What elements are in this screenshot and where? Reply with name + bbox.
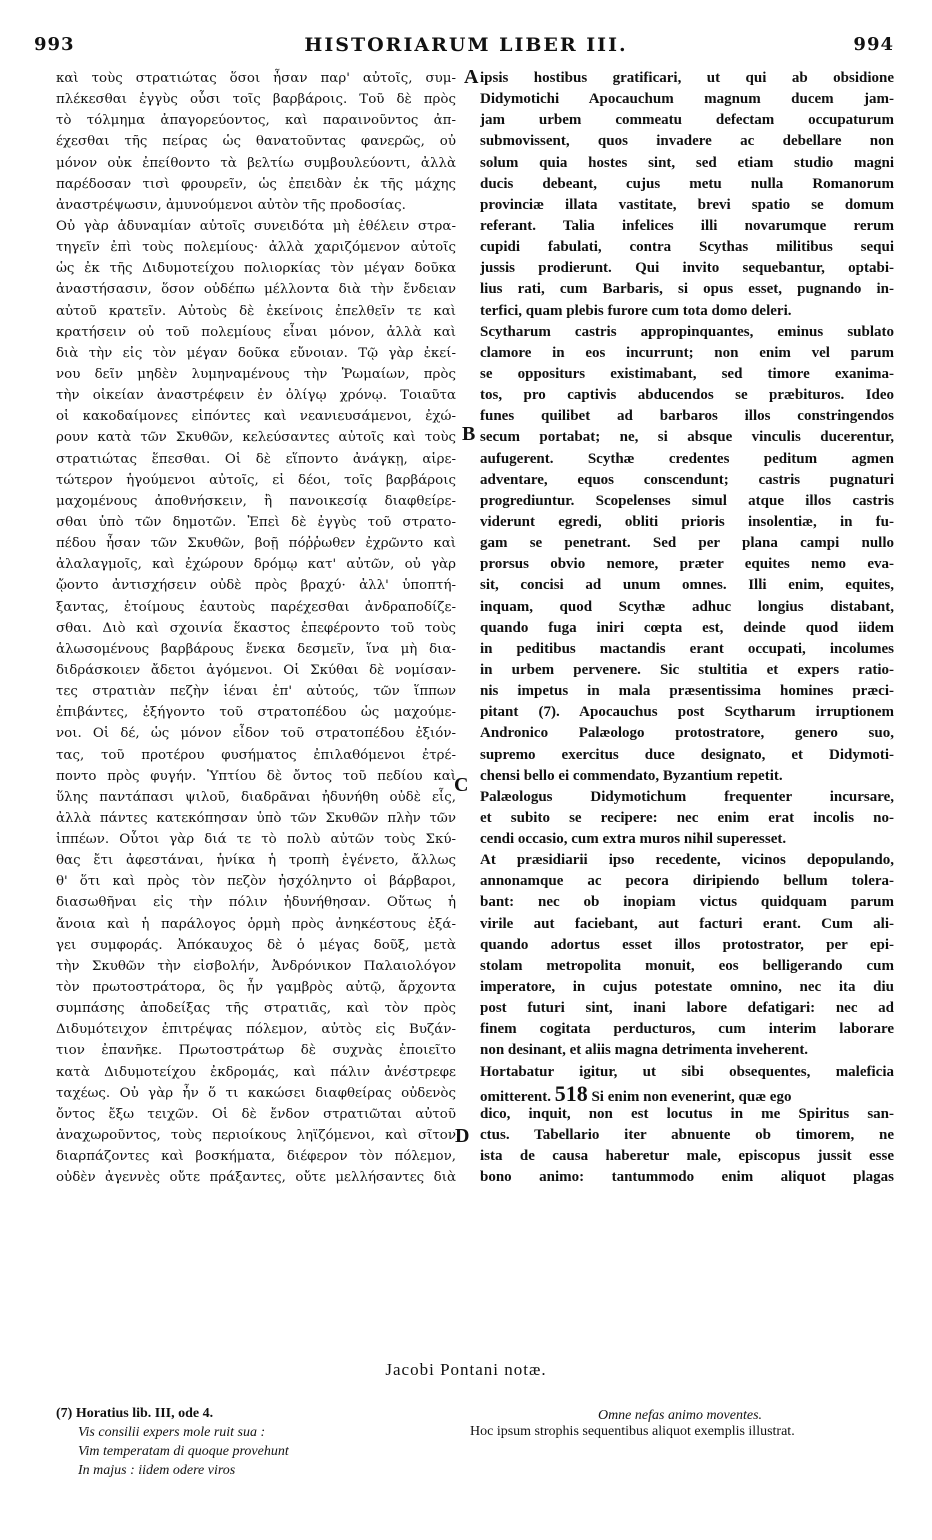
text-line: τιον ἐπανῆκε. Πρωτοστράτωρ δὲ συχνὰς ἐποιεῖτο <box>56 1043 456 1059</box>
footnote-verse: Omne nefas animo moventes. <box>597 1408 763 1423</box>
text-line: έχεσθαι τῆς πείρας ὡς θανατοῦντας φανερῶς, οὐ <box>56 134 456 150</box>
text-line: ὡς ἐκ τῆς Διδυμοτείχου πολιορκίας τὸν μέγαν δοῦκα <box>56 261 456 277</box>
text-line: ἀλαλαγμοῖς, καὶ ἐχώρουν δρόμῳ κατ' αὐτῶν, οὐ γὰρ <box>56 557 456 573</box>
footnote-verse: In majus : iidem odere viros <box>78 1463 236 1478</box>
text-line: Οὐ γὰρ ἀδυναμίαν αὐτοῖς συνειδότα μὴ ἐθέλειν στρα- <box>56 218 456 234</box>
text-line: et subito se recipere: nec enim erat incolis no- <box>480 809 894 826</box>
text-line: stolam metropolita monuit, eos belligerando cum <box>480 957 894 974</box>
text-line: post futuri sint, inani labore defatigari: nec ad <box>480 1000 894 1017</box>
text-line: ipsis hostibus gratificari, ut qui ab obsidione <box>480 70 894 86</box>
text-line: αὐτοῦ κρατεῖν. Αὐτοὺς δὲ ἐκείνοις ἐπελθεῖν τε καὶ <box>56 303 456 319</box>
text-line: διαρπάζοντες καὶ βοσκήματα, διέφερον τὸν πόλεμον, <box>56 1149 456 1165</box>
text-line: τηγεῖν ἐπὶ τοὺς πολεμίους· ἀλλὰ χαριζόμενον αὐτοῖς <box>56 240 456 256</box>
text-line: τὴν Σκυθῶν τὴν εἰσβολήν, Ἀνδρόνικον Παλαιολόγον <box>56 958 456 974</box>
margin-letter-a: A <box>464 66 479 88</box>
text-line: ᾤοντο ἀντισχήσειν οὐδὲ πρὸς βραχύ· ἀλλ' ὑποπτή- <box>56 578 456 594</box>
text-line: bant: nec ob inopiam victus quidquam parum <box>480 894 894 911</box>
footnote-verse: Vim temperatam di quoque provehunt <box>78 1444 289 1459</box>
text-line: sit, concisi ad unum omnes. Illi enim, equites, <box>480 577 894 594</box>
text-line: τὸ τόλμημα ἀπαγορεύοντος, καὶ παραινοῦντος ἀπ- <box>56 113 456 129</box>
text-line: lius rati, cum Barbaris, si opus esset, pugnando in- <box>480 281 894 298</box>
text-line: Andronico Palæologo protostratore, genero suo, <box>480 725 894 742</box>
text-line: ποντο πρὸς φυγήν. Ὑπτίου δὲ ὄντος τοῦ πεδίου καὶ <box>56 768 456 784</box>
text-line: jam urbem commeatu defectam occupaturum <box>480 112 894 129</box>
text-line: νοι. Οἱ δέ, ὡς μόνον εἶδον τοῦ στρατοπέδου ἐξιόν- <box>56 726 456 742</box>
text-line: θ' ὅτι καὶ πρὸς τὸν πεζὸν ἠσχόληντο οἱ βάρβαροι, <box>56 874 456 890</box>
text-line: in peditibus mactandis erant occupati, incolumes <box>480 640 894 657</box>
margin-letter-d: D <box>455 1125 470 1147</box>
running-title: HISTORIARUM LIBER III. <box>304 34 628 56</box>
text-line: πέδου ἦσαν τῶν Σκυθῶν, βοῇ πόῤῥωθεν ἐχρῶντο καὶ <box>56 536 456 552</box>
footnote-reference: (7) Horatius lib. III, ode 4. <box>56 1406 214 1421</box>
text-line: ista de causa haberetur male, episcopus jussit esse <box>480 1148 894 1165</box>
text-line: ἀλλὰ πάντες κατεκόπησαν ὑπὸ τῶν Σκυθῶν πλὴν τῶν <box>56 810 456 826</box>
text-fragment: omitterent. <box>480 1088 551 1104</box>
text-line: οὐδὲν ἀγεννὲς οὔτε πράξαντες, οὔτε μελλήσαντες διὰ <box>56 1170 456 1186</box>
text-line: Palæologus Didymotichum frequenter incursare, <box>480 788 894 805</box>
text-line: tos, pro captivis abducendos se præbituros. Ideo <box>480 387 894 404</box>
text-line: annonamque ac pecora diripiendo bellum tolera- <box>480 873 894 890</box>
text-line: θας ἔτι ἀφεστάναι, ἡνίκα ἡ τροπὴ ἐγένετο, ἄλλως <box>56 853 456 869</box>
text-line: νου δεῖν μηδὲν λυμηναμένους τὴν Ῥωμαίων, πρὸς <box>56 366 456 382</box>
text-line: referant. Talia infelices illi novarumque rerum <box>480 217 894 234</box>
text-line: κατὰ Διδυμοτείχου ἐκδρομάς, καὶ πάλιν ἀνέστρεφε <box>56 1064 456 1080</box>
text-line: se oppositurs existimabant, sed timore exanima- <box>480 365 894 382</box>
text-line: At præsidiarii ipso recedente, vicinos depopulando, <box>480 852 894 869</box>
text-line: ὕλης παντάπασι ψιλοῦ, διαδρᾶναι ἠδυνήθη οὐδὲ εἷς, <box>56 789 456 805</box>
text-line: chensi bello ei commendato, Byzantium repetit. <box>480 767 783 784</box>
text-line: ducis debeant, cujus metu nulla Romanorum <box>480 175 894 192</box>
text-line: ἄνοια καὶ ἡ παράλογος ὁρμὴ πρὸς ἀνηκέστους ἐξά- <box>56 916 456 932</box>
inline-page-number: 518 <box>554 1082 588 1104</box>
text-line: ἐπιβάντες, ἐξήγοντο τοῦ στρατοπέδου ὡς μαχούμε- <box>56 705 456 721</box>
text-line: terfici, quam plebis furore cum tota domo deleri. <box>480 302 792 319</box>
text-line: finem cogitata perducturos, cum interim laborare <box>480 1021 894 1038</box>
text-line: ρουν κατὰ τῶν Σκυθῶν, κελεύσαντες αὐτοῖς καὶ τοὺς <box>56 430 456 446</box>
text-line: prorsus obvio nemore, præter equites nemo eva- <box>480 556 894 573</box>
text-line: dico, inquit, non est locutus in me Spiritus san- <box>480 1105 894 1122</box>
text-line: jussis prodierunt. Qui invito sequebantur, optabi- <box>480 260 894 277</box>
notes-title: Jacobi Pontani notæ. <box>385 1360 547 1379</box>
text-line: διδράσκοιεν ἄδετοι ἀγόμενοι. Οἱ Σκύθαι δὲ νομίσαν- <box>56 662 456 678</box>
text-line: συμπάσης ἀποδείξας τῆς στρατιᾶς, καὶ τὸν πρὸς <box>56 1001 456 1017</box>
text-line: ἀναστήσασιν, ὅσον οὐδέπω μέλλοντα διὰ τὴν ἔνδειαν <box>56 282 456 298</box>
text-line: bono animo: tantummodo enim aliquot plagas <box>480 1169 894 1186</box>
text-line: adventare, equos conscendunt; castris pugnaturi <box>480 471 894 488</box>
text-line: provinciæ illata vastitate, brevi spatio se domum <box>480 196 894 213</box>
footnote-verse: Vis consilii expers mole ruit sua : <box>78 1425 266 1440</box>
text-line: funes quilibet ad barbaros illos constringendos <box>480 408 894 425</box>
text-line: στρατιώτας ἕπεσθαι. Οἱ δὲ εἵποντο ἀνάγκῃ, αἱρε- <box>56 451 456 467</box>
greek-text-column <box>56 68 456 1188</box>
latin-text-column <box>480 68 894 1188</box>
text-line: ἁλωσομένους βαρβάρους ἕνεκα δεσμεῖν, ἵνα μὴ δια- <box>56 641 456 657</box>
text-line: γει συμφοράς. Ἀπόκαυχος δὲ ὁ μέγας δοῦξ, μετὰ <box>56 937 456 953</box>
text-line: ἀναστρέψωσιν, ἀμυνούμενοι αὐτὸν τῆς προδοσίας. <box>56 197 406 213</box>
text-line: gam se penetrant. Sed per plana campi nullo <box>480 535 894 552</box>
text-line: submovissent, quos invadere ac debellare non <box>480 133 894 150</box>
text-line: aufugerent. Scythæ credentes peditum agmen <box>480 450 894 467</box>
text-line: Didymotichi Apocauchum magnum ducem jam- <box>480 91 894 108</box>
text-line: τες στρατιὰν πεζὴν ἰέναι ἐπ' αὐτούς, τῶν ἵππων <box>56 684 456 700</box>
text-line: virile aut faciebant, aut facturi erant. Cum ali- <box>480 915 894 932</box>
text-line: in urbem pervenere. Sic stultitia et expers ratio- <box>480 661 894 678</box>
footnote-left <box>56 1404 456 1480</box>
text-line: imperatore, in cujus potestate omnino, nec ita diu <box>480 979 894 996</box>
text-line: cupidi fabulati, contra Scythas militibus sequi <box>480 239 894 256</box>
text-line: διασωθῆναι εἰς τὴν πόλιν ἠδυνήθησαν. Οὕτως ἡ <box>56 895 456 911</box>
text-line: καὶ τοὺς στρατιώτας ὅσοι ἦσαν παρ' αὐτοῖς, συμ- <box>56 71 456 86</box>
text-line: μόνον οὐκ ἐπείθοντο τὰ βελτίω συμβουλεύοντι, ἀλλὰ <box>56 155 456 171</box>
text-line: τώτερον ἡγούμενοι αὐτοῖς, εἰ δέοι, τοῖς βαρβάροις <box>56 472 456 488</box>
text-line: παρέδοσαν τισὶ φρουρεῖν, ὡς ἐπειδὰν ἐκ τῆς μάχης <box>56 176 456 192</box>
text-line: quando adortus esset illos protostrator, per epi- <box>480 936 894 953</box>
text-line: Hortabatur igitur, ut sibi obsequentes, maleficia <box>480 1063 894 1080</box>
text-line: non desinant, et aliis magna detrimenta inveherent. <box>480 1042 809 1059</box>
text-line: ἀναχωροῦντος, τοὺς περιοίκους ληϊζόμενοι, καὶ σῖτον <box>56 1128 456 1144</box>
text-line: Scytharum castris appropinquantes, eminus sublato <box>480 323 894 340</box>
text-line: κρατήσειν οὐ τοῦ πολεμίους εἶναι μόνον, ἀλλὰ καὶ <box>56 324 456 340</box>
text-line: σθαι. Διὸ καὶ σχοινία ἕκαστος ἐπεφέροντο τοῦ τοὺς <box>56 620 456 636</box>
text-line: clamore in eos incurrunt; non enim vel parum <box>480 344 894 361</box>
footnote-commentary: Hoc ipsum strophis sequentibus aliquot exemplis illustrat. <box>470 1424 795 1439</box>
text-line: ἱππέων. Οὗτοι γὰρ διά τε τὸ πολὺ αὐτῶν τοὺς Σκύ- <box>56 832 456 848</box>
text-fragment: Si enim non evenerint, quæ ego <box>591 1088 792 1104</box>
text-line: ταχέως. Οὐ γὰρ ἦν ὅ τι κακώσει διαφθείρας οὐδενὸς <box>56 1085 456 1101</box>
text-line: solum quia hostes sint, sed etiam studio magni <box>480 154 894 171</box>
text-line: τὴν οἰκείαν ἀναστρέφειν ἐν ὀλίγῳ χρόνῳ. Τοιαῦτα <box>56 388 456 404</box>
text-line: τας, τοῦ προτέρου φυσήματος ἐπιλαθόμενοι ἐτρέ- <box>56 747 456 763</box>
text-line: pitant (7). Apocauchus post Scytharum irruptionem <box>480 704 894 721</box>
text-line: quando fuga iniri cœpta est, deinde quod iidem <box>480 619 894 636</box>
text-line: σθαι ὑπὸ τῶν δημοτῶν. Ἐπεὶ δὲ ἐγγὺς τοῦ στρατο- <box>56 514 456 530</box>
text-line: inquam, quod Scythæ adhuc longius distabant, <box>480 598 894 615</box>
text-line: μαχομένους ἀποθνήσκειν, ἢ πανοικεσίᾳ διαφθείρε- <box>56 493 456 509</box>
text-line: secum portabat; ne, si absque vinculis ducerentur, <box>480 429 894 446</box>
text-line: supremo exercitus duce designato, et Didymoti- <box>480 746 894 763</box>
text-line <box>480 1083 894 1104</box>
text-line: πλέκεσθαι ἐγγὺς οὖσι τοῖς βαρβάροις. Τοῦ δὲ πρὸς <box>56 92 456 108</box>
text-line: ὄντος ἔξω τειχῶν. Οἱ δὲ ἔνδον στρατιῶται αὐτοῦ <box>56 1106 456 1122</box>
text-line: διὰ τὴν εἰς τὸν μέγαν δοῦκα εὔνοιαν. Τῷ γὰρ ἐκεί- <box>56 345 456 361</box>
text-line: οἱ κακοδαίμονες εἰπόντες καὶ νεανιευσάμενοι, ἐχώ- <box>56 409 456 425</box>
text-line: Διδυμότειχον ἐπιτρέψας πόλεμον, αὐτὸς εἰς Βυζάν- <box>56 1022 456 1038</box>
text-line: τὸν πρωτοστράτορα, ὃς ἦν γαμβρὸς αὐτῷ, ἄρχοντα <box>56 980 456 996</box>
text-line: ξαντας, ἑτοίμους ἑαυτοὺς παρέχεσθαι ἀνδραποδίζε- <box>56 599 456 615</box>
right-page-number: 994 <box>853 34 894 55</box>
text-line: viderunt egredi, obliti prioris insolentiæ, in fu- <box>480 513 894 530</box>
margin-letter-b: B <box>462 423 476 445</box>
text-line: nis impetus in mala præsentissima homines præci- <box>480 683 894 700</box>
text-line: progrediuntur. Scopelenses simul atque illos castris <box>480 492 894 509</box>
text-line: ctus. Tabellario iter abnuente ob timorem, ne <box>480 1127 894 1144</box>
text-line: cendi occasio, cum extra muros nihil superesset. <box>480 831 787 848</box>
margin-letter-c: C <box>454 774 469 796</box>
footnote-right <box>470 1408 890 1440</box>
left-page-number: 993 <box>34 34 75 55</box>
